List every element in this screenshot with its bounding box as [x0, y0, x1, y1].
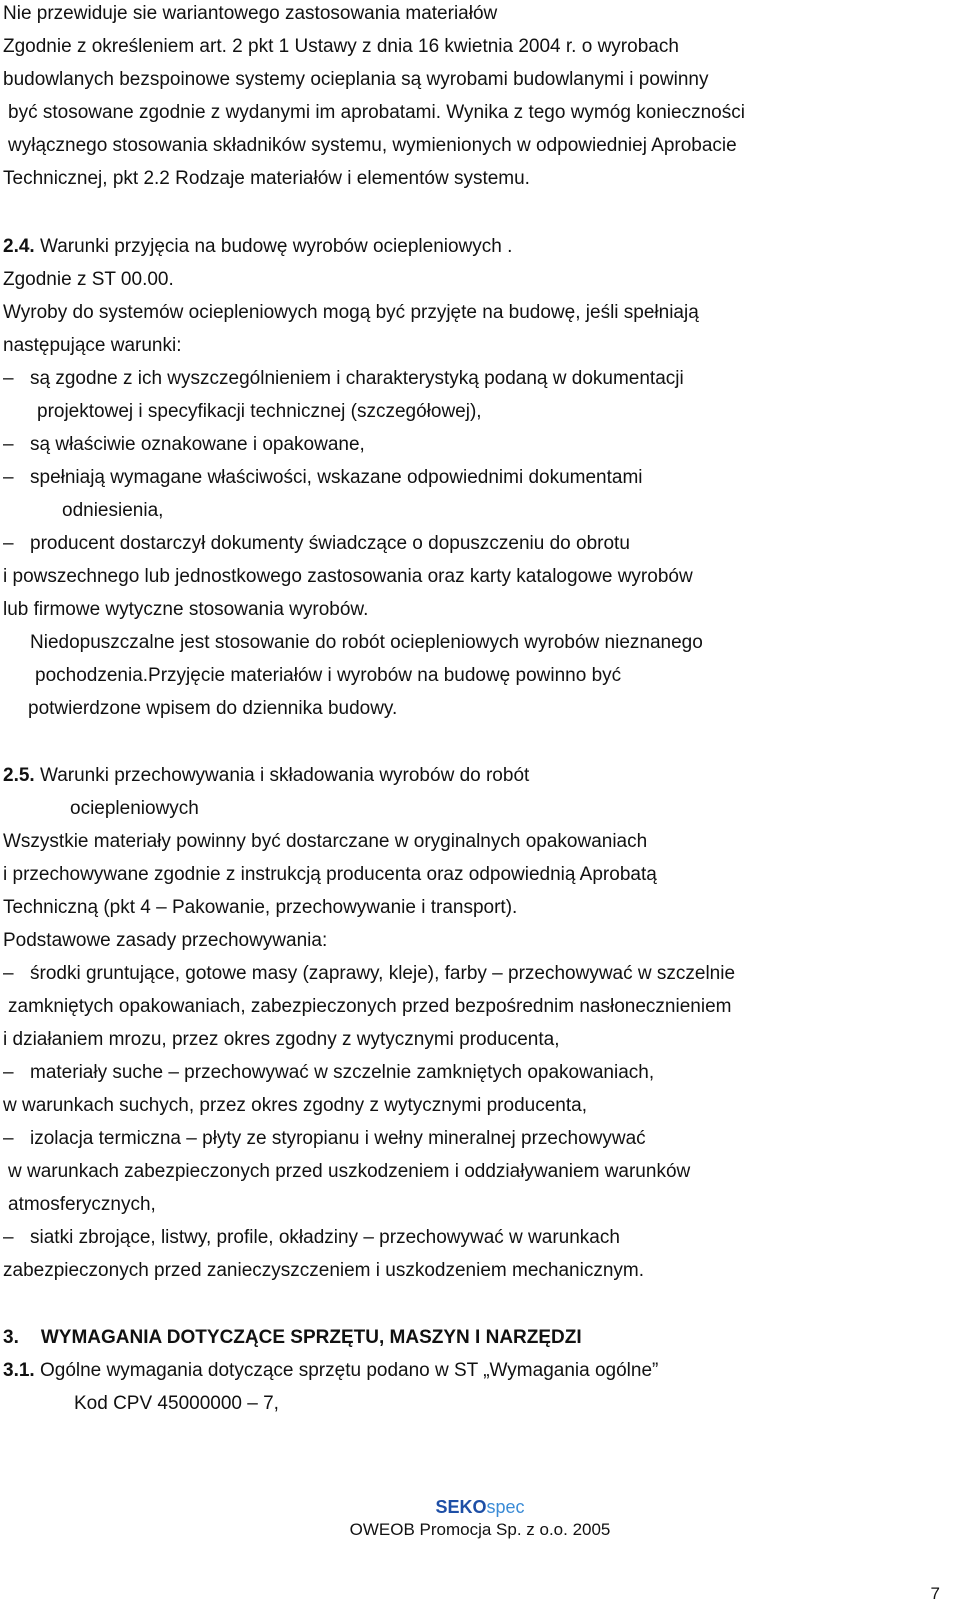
list-dash: – — [3, 1062, 14, 1083]
section-title-continuation: ociepleniowych — [70, 798, 199, 819]
list-item: są właściwie oznakowane i opakowane, — [30, 434, 365, 455]
list-item: producent dostarczył dokumenty świadczące o dopuszczeniu do obrotu — [30, 533, 630, 554]
text-line: Podstawowe zasady przechowywania: — [3, 930, 328, 951]
list-dash: – — [3, 368, 14, 389]
section-title: Warunki przechowywania i składowania wyrobów do robót — [34, 765, 530, 786]
text-line: Wyroby do systemów ociepleniowych mogą być przyjęte na budowę, jeśli spełniają — [3, 302, 699, 323]
text-line: Zgodnie z określeniem art. 2 pkt 1 Ustawy z dnia 16 kwietnia 2004 r. o wyrobach — [3, 36, 679, 57]
section-heading-2-4 — [3, 235, 512, 259]
text-line: zabezpieczonych przed zanieczyszczeniem i uszkodzeniem mechanicznym. — [3, 1260, 645, 1281]
text-line: lub firmowe wytyczne stosowania wyrobów. — [3, 599, 369, 620]
text-line: w warunkach suchych, przez okres zgodny z wytycznymi producenta, — [3, 1095, 587, 1116]
footer-logo-rest: spec — [486, 1497, 525, 1517]
list-item: spełniają wymagane właściwości, wskazane odpowiednimi dokumentami — [30, 467, 643, 488]
list-dash: – — [3, 434, 14, 455]
page-number: 7 — [930, 1584, 940, 1603]
text-line: i działaniem mrozu, przez okres zgodny z wytycznymi producenta, — [3, 1029, 560, 1050]
list-item: środki gruntujące, gotowe masy (zaprawy, kleje), farby – przechowywać w szczelnie — [30, 963, 736, 984]
list-dash: – — [3, 963, 14, 984]
text-line: Technicznej, pkt 2.2 Rodzaje materiałów i elementów systemu. — [3, 168, 530, 189]
cpv-code: Kod CPV 45000000 – 7, — [74, 1393, 279, 1414]
section-number: 3.1. — [3, 1360, 35, 1381]
list-item: materiały suche – przechowywać w szczelnie zamkniętych opakowaniach, — [30, 1062, 655, 1083]
list-dash: – — [3, 467, 14, 488]
footer-logo-bold: SEKO — [435, 1497, 487, 1517]
text-line: wyłącznego stosowania składników systemu, wymienionych w odpowiedniej Aprobacie — [8, 135, 737, 156]
section-heading-3-1 — [3, 1359, 658, 1383]
text-line: być stosowane zgodnie z wydanymi im aprobatami. Wynika z tego wymóg konieczności — [8, 102, 745, 123]
text-line: i powszechnego lub jednostkowego zastosowania oraz karty katalogowe wyrobów — [3, 566, 693, 587]
list-item: są zgodne z ich wyszczególnieniem i charakterystyką podaną w dokumentacji — [30, 368, 684, 389]
text-line: potwierdzone wpisem do dziennika budowy. — [28, 698, 398, 719]
text-line: atmosferycznych, — [8, 1194, 156, 1215]
text-line: następujące warunki: — [3, 335, 182, 356]
text-line: Zgodnie z ST 00.00. — [3, 269, 174, 290]
section-number: 2.5. — [3, 765, 35, 786]
list-item: siatki zbrojące, listwy, profile, okładziny – przechowywać w warunkach — [30, 1227, 620, 1248]
text-line: budowlanych bezspoinowe systemy ocieplania są wyrobami budowlanymi i powinny — [3, 69, 709, 90]
section-title: Warunki przyjęcia na budowę wyrobów ociepleniowych . — [34, 236, 513, 257]
text-line: Techniczną (pkt 4 – Pakowanie, przechowywanie i transport). — [3, 897, 518, 918]
section-title: WYMAGANIA DOTYCZĄCE SPRZĘTU, MASZYN I NARZĘDZI — [40, 1327, 582, 1348]
text-line: Wszystkie materiały powinny być dostarczane w oryginalnych opakowaniach — [3, 831, 648, 852]
text-line: w warunkach zabezpieczonych przed uszkodzeniem i oddziaływaniem warunków — [8, 1161, 691, 1182]
list-dash: – — [3, 1128, 14, 1149]
text-line: zamkniętych opakowaniach, zabezpieczonych przed bezpośrednim nasłonecznieniem — [8, 996, 732, 1017]
list-item: izolacja termiczna – płyty ze styropianu i wełny mineralnej przechowywać — [30, 1128, 646, 1149]
section-heading-2-5 — [3, 764, 529, 788]
footer-text: OWEOB Promocja Sp. z o.o. 2005 — [349, 1520, 611, 1539]
text-line: i przechowywane zgodnie z instrukcją producenta oraz odpowiednią Aprobatą — [3, 864, 657, 885]
list-item-continuation: odniesienia, — [62, 500, 164, 521]
list-dash: – — [3, 533, 14, 554]
list-dash: – — [3, 1227, 14, 1248]
section-number: 2.4. — [3, 236, 35, 257]
section-number: 3. — [3, 1327, 19, 1348]
text-line: Niedopuszczalne jest stosowanie do robót ociepleniowych wyrobów nieznanego — [30, 632, 703, 653]
text-line: Nie przewiduje sie wariantowego zastosowania materiałów — [3, 3, 498, 24]
footer-logo — [0, 1496, 960, 1518]
section-text: Ogólne wymagania dotyczące sprzętu podano w ST „Wymagania ogólne” — [34, 1360, 659, 1381]
text-line: pochodzenia.Przyjęcie materiałów i wyrobów na budowę powinno być — [35, 665, 622, 686]
section-heading-3 — [3, 1326, 582, 1350]
list-item-continuation: projektowej i specyfikacji technicznej (szczegółowej), — [37, 401, 482, 422]
